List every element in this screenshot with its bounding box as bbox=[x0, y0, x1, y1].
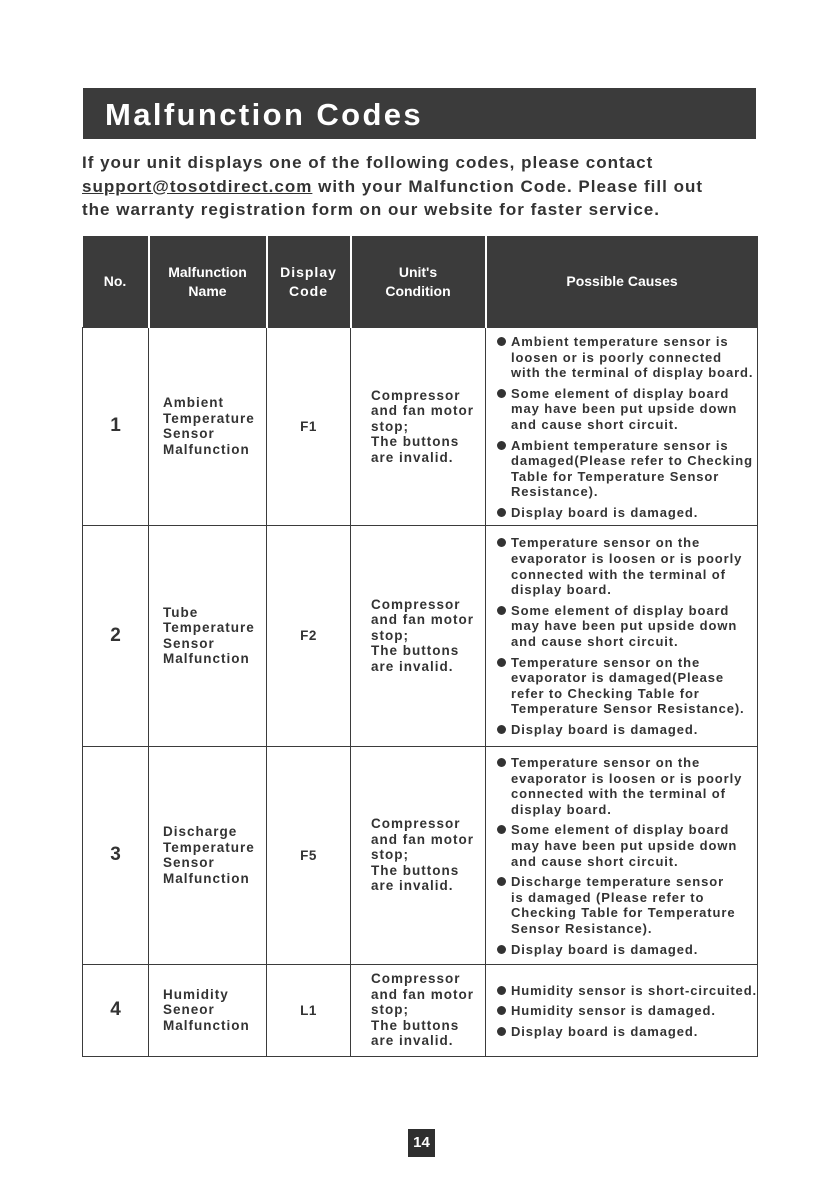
unit-condition-line: stop; bbox=[371, 847, 409, 863]
cause-line: Temperature sensor on the bbox=[511, 754, 701, 770]
cause-line: Temperature Sensor Resistance). bbox=[511, 701, 745, 717]
page-title: Malfunction Codes bbox=[105, 97, 424, 132]
unit-condition-line: Compressor bbox=[371, 387, 461, 403]
cause-line: evaporator is loosen or is poorly bbox=[511, 551, 743, 567]
header-condition-line: Unit's bbox=[398, 263, 438, 280]
unit-condition-line: The buttons bbox=[371, 1017, 460, 1033]
table-row bbox=[83, 525, 758, 746]
table-row bbox=[83, 328, 758, 526]
cause-line: Humidity sensor is damaged. bbox=[511, 1003, 716, 1019]
intro-line-2 bbox=[82, 175, 762, 199]
malfunction-codes-table bbox=[82, 236, 758, 1057]
row-number: 3 bbox=[83, 746, 149, 964]
cause-item bbox=[497, 655, 753, 717]
bullet-icon bbox=[497, 606, 506, 615]
cause-list bbox=[497, 535, 753, 737]
display-code: L1 bbox=[267, 964, 351, 1056]
row-number: 2 bbox=[83, 525, 149, 746]
unit-condition-line: stop; bbox=[371, 1002, 409, 1018]
cause-line: Some element of display board bbox=[511, 385, 730, 401]
cause-line: Table for Temperature Sensor bbox=[511, 468, 720, 484]
header-display-code bbox=[267, 236, 351, 328]
intro-line-2-rest: with your Malfunction Code. Please fill out bbox=[312, 176, 704, 196]
cause-line: Sensor Resistance). bbox=[511, 920, 653, 936]
intro-line-3: the warranty registration form on our website for faster service. bbox=[82, 200, 660, 219]
unit-condition-cell bbox=[351, 328, 486, 526]
malfunction-name-line: Temperature bbox=[163, 839, 255, 855]
unit-condition-line: The buttons bbox=[371, 643, 460, 659]
bullet-icon bbox=[497, 389, 506, 398]
unit-condition-line: The buttons bbox=[371, 434, 460, 450]
unit-condition-line: are invalid. bbox=[371, 878, 454, 894]
cause-list bbox=[497, 334, 753, 521]
cause-line: Humidity sensor is short-circuited. bbox=[511, 982, 758, 998]
cause-line: Display board is damaged. bbox=[511, 941, 699, 957]
malfunction-name-line: Seneor bbox=[163, 1002, 215, 1018]
malfunction-name-cell bbox=[149, 964, 267, 1056]
cause-item bbox=[497, 535, 753, 597]
unit-condition-line: stop; bbox=[371, 627, 409, 643]
malfunction-name-line: Temperature bbox=[163, 410, 255, 426]
cause-line: Some element of display board bbox=[511, 822, 730, 838]
display-code: F5 bbox=[267, 746, 351, 964]
malfunction-name-line: Sensor bbox=[163, 855, 215, 871]
cause-line: Checking Table for Temperature bbox=[511, 905, 736, 921]
cause-line: loosen or is poorly connected bbox=[511, 349, 723, 365]
bullet-icon bbox=[497, 538, 506, 547]
cause-line: Display board is damaged. bbox=[511, 504, 699, 520]
malfunction-name-line: Malfunction bbox=[163, 441, 250, 457]
cause-line: connected with the terminal of bbox=[511, 566, 726, 582]
bullet-icon bbox=[497, 945, 506, 954]
table-row bbox=[83, 964, 758, 1056]
malfunction-name-line: Malfunction bbox=[163, 1017, 250, 1033]
header-unit-condition bbox=[351, 236, 486, 328]
header-name-line: Malfunction bbox=[168, 263, 247, 280]
intro-paragraph bbox=[82, 151, 762, 222]
cause-line: and cause short circuit. bbox=[511, 416, 679, 432]
malfunction-name-line: Sensor bbox=[163, 635, 215, 651]
cause-line: connected with the terminal of bbox=[511, 786, 726, 802]
cause-item bbox=[497, 722, 753, 738]
cause-line: and cause short circuit. bbox=[511, 634, 679, 650]
malfunction-name-line: Sensor bbox=[163, 426, 215, 442]
bullet-icon bbox=[497, 877, 506, 886]
malfunction-name-line: Malfunction bbox=[163, 870, 250, 886]
bullet-icon bbox=[497, 825, 506, 834]
unit-condition-line: and fan motor bbox=[371, 831, 474, 847]
cause-line: may have been put upside down bbox=[511, 401, 738, 417]
bullet-icon bbox=[497, 986, 506, 995]
unit-condition-cell bbox=[351, 746, 486, 964]
possible-causes-cell bbox=[486, 525, 758, 746]
unit-condition-line: are invalid. bbox=[371, 658, 454, 674]
bullet-icon bbox=[497, 658, 506, 667]
unit-condition-line: Compressor bbox=[371, 816, 461, 832]
cause-line: evaporator is loosen or is poorly bbox=[511, 770, 743, 786]
cause-item bbox=[497, 822, 753, 869]
malfunction-name-line: Malfunction bbox=[163, 651, 250, 667]
malfunction-name-line: Ambient bbox=[163, 395, 224, 411]
table-header-row bbox=[83, 236, 758, 328]
malfunction-name-line: Tube bbox=[163, 604, 199, 620]
header-name-line: Name bbox=[188, 282, 227, 299]
header-no: No. bbox=[83, 236, 149, 328]
cause-line: may have been put upside down bbox=[511, 618, 738, 634]
bullet-icon bbox=[497, 337, 506, 346]
cause-item bbox=[497, 874, 753, 936]
cause-line: refer to Checking Table for bbox=[511, 685, 700, 701]
possible-causes-cell bbox=[486, 746, 758, 964]
malfunction-name-line: Humidity bbox=[163, 986, 229, 1002]
unit-condition-line: The buttons bbox=[371, 862, 460, 878]
cause-item bbox=[497, 942, 753, 958]
cause-line: Some element of display board bbox=[511, 602, 730, 618]
cause-line: Discharge temperature sensor bbox=[511, 874, 725, 890]
bullet-icon bbox=[497, 758, 506, 767]
cause-line: Ambient temperature sensor is bbox=[511, 334, 729, 349]
bullet-icon bbox=[497, 1027, 506, 1036]
display-code: F1 bbox=[267, 328, 351, 526]
bullet-icon bbox=[497, 1006, 506, 1015]
support-email-link[interactable]: support@tosotdirect.com bbox=[82, 176, 313, 196]
cause-item bbox=[497, 982, 758, 999]
cause-line: Display board is damaged. bbox=[511, 1023, 699, 1039]
cause-line: evaporator is damaged(Please bbox=[511, 670, 725, 686]
cause-line: Ambient temperature sensor is bbox=[511, 437, 729, 453]
cause-line: with the terminal of display board. bbox=[511, 365, 754, 381]
malfunction-name-cell bbox=[149, 328, 267, 526]
header-possible-causes: Possible Causes bbox=[486, 236, 758, 328]
possible-causes-cell bbox=[486, 964, 758, 1056]
malfunction-name-cell bbox=[149, 746, 267, 964]
malfunction-name-cell bbox=[149, 525, 267, 746]
cause-line: may have been put upside down bbox=[511, 837, 738, 853]
unit-condition-line: and fan motor bbox=[371, 612, 474, 628]
cause-line: damaged(Please refer to Checking bbox=[511, 453, 753, 469]
cause-item bbox=[497, 1024, 753, 1040]
cause-line: Temperature sensor on the bbox=[511, 654, 701, 670]
cause-item bbox=[497, 505, 753, 521]
display-code: F2 bbox=[267, 525, 351, 746]
unit-condition-line: and fan motor bbox=[371, 986, 474, 1002]
header-condition-line: Condition bbox=[385, 282, 451, 299]
bullet-icon bbox=[497, 441, 506, 450]
header-malfunction-name bbox=[149, 236, 267, 328]
row-number: 4 bbox=[83, 964, 149, 1056]
intro-line-1: If your unit displays one of the following codes, please contact bbox=[82, 153, 654, 172]
cause-item bbox=[497, 334, 753, 381]
unit-condition-line: stop; bbox=[371, 418, 409, 434]
malfunction-name-line: Discharge bbox=[163, 824, 238, 840]
unit-condition-line: are invalid. bbox=[371, 1033, 454, 1049]
page-number: 14 bbox=[408, 1129, 435, 1157]
bullet-icon bbox=[497, 508, 506, 517]
row-number: 1 bbox=[83, 328, 149, 526]
unit-condition-line: Compressor bbox=[371, 971, 461, 987]
cause-line: display board. bbox=[511, 582, 612, 598]
header-code-line: Code bbox=[289, 282, 328, 299]
cause-line: and cause short circuit. bbox=[511, 853, 679, 869]
unit-condition-line: Compressor bbox=[371, 596, 461, 612]
cause-line: is damaged (Please refer to bbox=[511, 889, 705, 905]
unit-condition-line: and fan motor bbox=[371, 403, 474, 419]
header-code-line: Display bbox=[280, 263, 337, 280]
cause-line: Display board is damaged. bbox=[511, 722, 699, 737]
unit-condition-cell bbox=[351, 525, 486, 746]
malfunction-name-line: Temperature bbox=[163, 620, 255, 636]
cause-line: display board. bbox=[511, 801, 612, 817]
cause-line: Resistance). bbox=[511, 484, 599, 500]
cause-list bbox=[497, 755, 753, 957]
cause-item bbox=[497, 755, 753, 817]
cause-list bbox=[497, 982, 758, 1040]
bullet-icon bbox=[497, 725, 506, 734]
cause-item bbox=[497, 1003, 753, 1019]
cause-item bbox=[497, 386, 753, 433]
unit-condition-cell bbox=[351, 964, 486, 1056]
unit-condition-line: are invalid. bbox=[371, 449, 454, 465]
cause-item bbox=[497, 603, 753, 650]
cause-line: Temperature sensor on the bbox=[511, 535, 701, 551]
table-row bbox=[83, 746, 758, 964]
cause-item bbox=[497, 438, 753, 500]
title-bar bbox=[83, 88, 756, 139]
possible-causes-cell bbox=[486, 328, 758, 526]
